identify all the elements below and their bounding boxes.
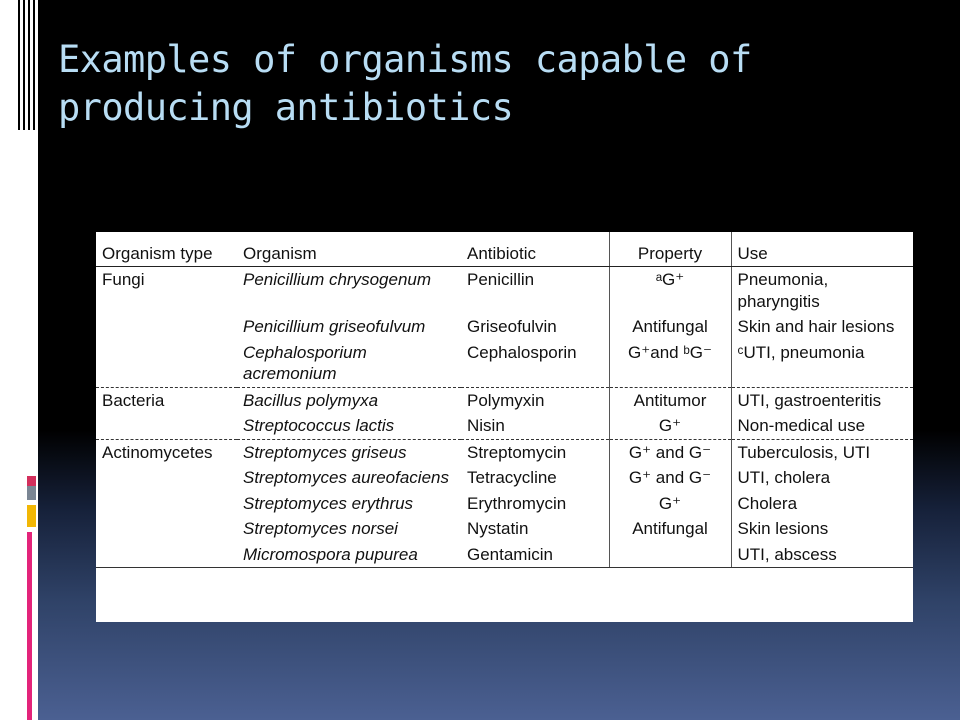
table-row: [96, 542, 913, 568]
cell-antibiotic: Polymyxin: [461, 387, 609, 413]
header-antibiotic: Antibiotic: [461, 232, 609, 267]
header-organism-type: Organism type: [96, 232, 237, 267]
cell-organism: Streptomyces erythrus: [243, 493, 414, 513]
cell-antibiotic: Erythromycin: [461, 491, 609, 517]
accent-bar-yellow: [27, 505, 36, 527]
cell-property: [609, 542, 731, 568]
table-row: [96, 413, 913, 439]
cell-antibiotic: Nystatin: [461, 516, 609, 542]
decorative-lines: [18, 0, 38, 130]
cell-use: Tuberculosis, UTI: [737, 442, 871, 462]
table-row: [96, 387, 913, 413]
cell-organism: Bacillus polymyxa: [243, 390, 379, 410]
cell-organism: Micromospora pupurea: [237, 542, 461, 568]
cell-use: Skin and hair lesions: [737, 317, 895, 336]
cell-antibiotic: Tetracycline: [461, 465, 609, 491]
header-property: Property: [609, 232, 731, 267]
cell-type: [96, 314, 237, 340]
cell-property: G⁺ and G⁻: [609, 465, 731, 491]
cell-use: Cholera: [737, 493, 798, 513]
cell-antibiotic: Griseofulvin: [461, 314, 609, 340]
cell-property: G⁺: [609, 491, 731, 517]
cell-organism: Streptomyces norsei: [243, 519, 398, 538]
cell-antibiotic: Streptomycin: [461, 439, 609, 465]
slide-left-strip: [0, 0, 38, 720]
slide-title: Examples of organisms capable of producing antibiotics: [58, 38, 752, 129]
cell-type: [96, 465, 237, 491]
cell-type: Bacteria: [102, 390, 165, 410]
cell-type: [96, 413, 237, 439]
antibiotics-table-image: [96, 232, 913, 622]
table-row: [96, 516, 913, 542]
cell-type: [96, 491, 237, 517]
cell-organism: Penicillium griseofulvum: [243, 317, 426, 336]
cell-type: [96, 516, 237, 542]
table-row: [96, 314, 913, 340]
table-row: [96, 267, 913, 315]
table-row: [96, 340, 913, 388]
cell-organism: Streptococcus lactis: [237, 413, 461, 439]
cell-type: Actinomycetes: [102, 442, 213, 462]
accent-bar-gray: [27, 486, 36, 500]
cell-use: Skin lesions: [737, 519, 829, 538]
cell-use: Pneumonia, pharyngitis: [737, 270, 829, 311]
cell-organism: Streptomyces aureofaciens: [243, 468, 449, 487]
header-use: Use: [731, 232, 913, 267]
cell-property: G⁺: [609, 413, 731, 439]
header-organism: Organism: [237, 232, 461, 267]
cell-type: [96, 340, 237, 388]
cell-property: ᵃG⁺: [609, 267, 731, 315]
antibiotics-table: [96, 232, 913, 568]
cell-property: G⁺ and G⁻: [609, 439, 731, 465]
cell-organism: Penicillium chrysogenum: [243, 270, 432, 289]
cell-type: Fungi: [102, 270, 145, 289]
table-header-row: [96, 232, 913, 267]
table-row: [96, 491, 913, 517]
cell-property: Antifungal: [609, 516, 731, 542]
cell-organism: Streptomyces griseus: [243, 442, 407, 462]
cell-use: UTI, abscess: [731, 542, 913, 568]
cell-use: UTI, cholera: [737, 468, 831, 487]
cell-property: Antifungal: [609, 314, 731, 340]
table-row: [96, 439, 913, 465]
cell-property: Antitumor: [609, 387, 731, 413]
table-row: [96, 465, 913, 491]
cell-use: ᶜUTI, pneumonia: [731, 340, 913, 388]
cell-property: G⁺and ᵇG⁻: [609, 340, 731, 388]
cell-antibiotic: Penicillin: [461, 267, 609, 315]
cell-antibiotic: Nisin: [461, 413, 609, 439]
cell-antibiotic: Cephalosporin: [461, 340, 609, 388]
cell-use: Non-medical use: [731, 413, 913, 439]
cell-type: [96, 542, 237, 568]
cell-antibiotic: Gentamicin: [461, 542, 609, 568]
accent-bar-pink: [27, 532, 32, 720]
cell-organism: Cephalosporium acremonium: [237, 340, 461, 388]
accent-bar-red: [27, 476, 36, 486]
cell-use: UTI, gastroenteritis: [737, 390, 882, 410]
